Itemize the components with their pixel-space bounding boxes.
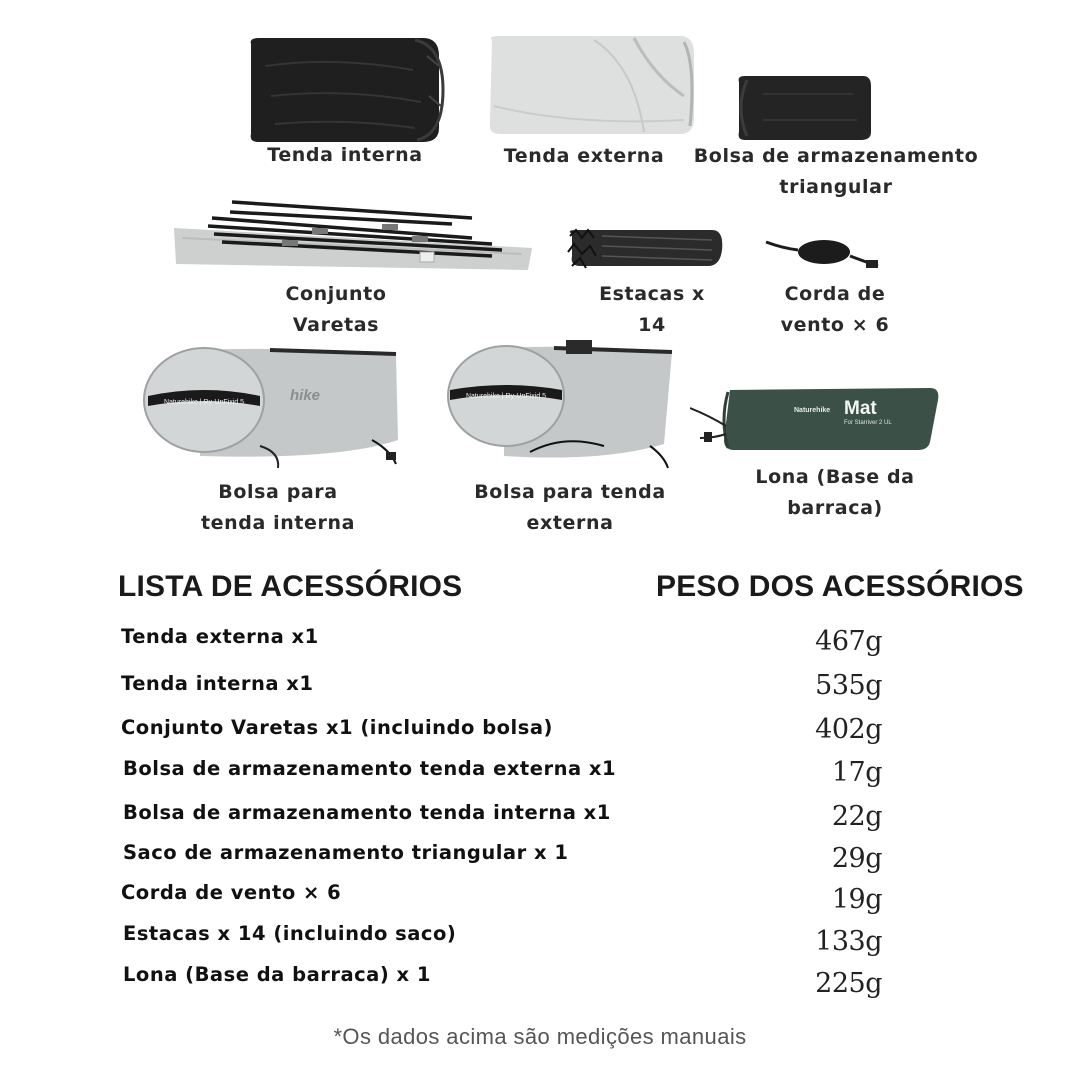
item-weight: 29g <box>831 843 882 874</box>
item-weight: 535g <box>815 670 882 701</box>
accessories-list-heading: LISTA DE ACESSÓRIOS <box>118 570 463 603</box>
inner-bag-image <box>140 340 408 470</box>
mat-brand-text: Naturehike <box>794 407 831 414</box>
caption-poles: Conjunto Varetas <box>285 283 387 336</box>
item-weight: 19g <box>831 884 882 915</box>
poles-image <box>172 198 534 274</box>
item-weight: 467g <box>815 626 882 657</box>
outer-tent-image <box>484 36 698 136</box>
inner-bag-badge-text: Naturehike | Ry-UnFixid.5 <box>163 399 245 406</box>
item-label: Saco de armazenamento triangular x 1 <box>123 841 569 864</box>
footnote: *Os dados acima são medições manuais <box>333 1024 747 1049</box>
inner-tent-image <box>245 36 445 144</box>
item-label: Tenda interna x1 <box>121 672 314 695</box>
caption-outer-bag: Bolsa para tenda externa <box>474 481 666 534</box>
item-label: Conjunto Varetas x1 (incluindo bolsa) <box>121 716 553 739</box>
caption-triangle-bag: Bolsa de armazenamento triangular <box>693 145 979 198</box>
caption-inner-bag: Bolsa para tenda interna <box>200 481 356 534</box>
item-weight: 133g <box>815 926 882 957</box>
mat-title-text: Mat <box>844 398 877 419</box>
item-label: Corda de vento × 6 <box>121 881 342 904</box>
item-label: Bolsa de armazenamento tenda externa x1 <box>123 757 617 780</box>
outer-bag-badge-text: Naturehike | Ry-UnFixid.5 <box>465 393 547 400</box>
item-weight: 225g <box>815 968 882 999</box>
item-label: Estacas x 14 (incluindo saco) <box>123 922 457 945</box>
item-label: Tenda externa x1 <box>121 625 319 648</box>
outer-bag-image <box>444 338 682 472</box>
item-weight: 17g <box>831 757 882 788</box>
item-label: Bolsa de armazenamento tenda interna x1 <box>123 801 611 824</box>
inner-bag-print-text: hike <box>290 387 321 404</box>
caption-outer-tent: Tenda externa <box>503 145 665 167</box>
stakes-image <box>562 226 726 272</box>
item-weight: 22g <box>831 801 882 832</box>
rope-image <box>762 236 884 272</box>
item-weight: 402g <box>815 714 882 745</box>
item-label: Lona (Base da barraca) x 1 <box>123 963 431 986</box>
caption-stakes: Estacas x 14 <box>599 283 705 336</box>
caption-rope: Corda de vento × 6 <box>780 283 890 336</box>
triangle-bag-image <box>733 74 873 142</box>
caption-inner-tent: Tenda interna <box>267 144 423 166</box>
caption-mat: Lona (Base da barraca) <box>755 466 915 519</box>
mat-image <box>690 386 942 452</box>
accessories-weight-heading: PESO DOS ACESSÓRIOS <box>656 570 1024 603</box>
mat-subtitle-text: For Starriver 2 UL <box>844 420 892 426</box>
